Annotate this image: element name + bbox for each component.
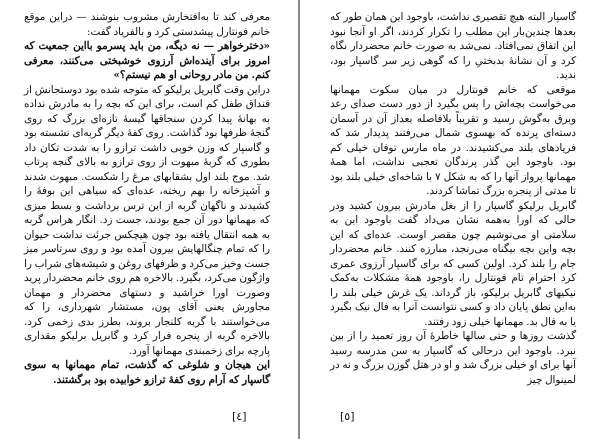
right-page (300, 0, 598, 439)
left-paragraph-4: این هیجان و شلوغی که گذشت، تمام مهمانها به سوی گاسپار که آرام روی کفهٔ ترازو خوابیده بود برگشتند. (24, 359, 270, 386)
right-paragraph-3: گابریل برلیکو گاسپار را از بغل مادرش بیرون کشید ودر حالی که اورا به‌همه نشان می‌داد گفت باوجود این به سلامتی او می‌نوشیم چون مقصر اوست. عده‌ای که این بچه واین بچه بیگناه می‌رنجد، مبارزه کنند. خانم محضردار جام را بلند کرد. اولین کسی که برای گاسپار آرزوی عمری کرد احترام تام فونتارل را، باوجود همهٔ مشکلات به‌کمک نیکیهای گابریل برلیکو، باز گرداند. یک غرش خیلی بلند را به‌این نطق پایان داد و کسی نتوانست آنرا به فال نیک بگیرد یا به فال بد. مهمانها خیلی زود رفتند. (330, 199, 576, 328)
right-paragraph-4: گذشت روزها و حتی سالها خاطرهٔ آن روز تعمید را از بین نبرد. باوجود این درحالی که گاسپار به سن مدرسه رسید آنها برای او خیلی بزرگ شد و او در هتل گوزن بزرگ و نه در لمینوال چیز (330, 330, 576, 386)
left-paragraph-3: دراین وقت گابریل برلیکو که متوجه شده بود دوستجانش از قنداق طفل کم است، برای این که بچه را به مادرش نداده به بهانهٔ پیدا کردن سنجاقها گیسهٔ تازه‌ای بزرگ که روی گنجهٔ ظرفها بود گذاشت. روی کفهٔ دیگر گربه‌ای نشسته بود و گاسپار که وزن خوبی داشت ترازو را به شدت تکان داد بطوری که گربهٔ مبهوت از روی ترازو به بالای گنجه پرتاب شد. موج بلند اول بشقابهای مرغ را شکست. مبهوت شدند و آشپزخانه را بهم ریخته، عده‌ای که سیاهی این بوفهٔ را کشیدند و ناگهان گربه از این ترس برداشت و بسط میزی که مهمانها دور آن جمع بودند، جست زد. انگار هراس گربه به همه انتقال یافته بود چون هیچکس جرئت نداشت حیوان را که تمام چنگالهایش بیرون آمده بود و روی سرتاسر میز جست وخیز می‌کرد و ظرفهای روغن و شیشه‌های شراب را واژگون می‌کرد، بگیرد. بالاخره هم روی خانم محضردار پرید وصورت اورا خراشید و دستهای محضردار و مهمان مجاورش یعنی آقای پون، مستشار شهرداری، را که می‌خواستند با گربه کلنجار بروند، بطرز بدی زخمی کرد. بالاخره گربه از پنجره فرار کرد و گابریل برلیکو مقداری پارچه برای زخمبندی مهمانها آورد. (24, 83, 270, 357)
left-page-number: [٤] (232, 410, 247, 423)
right-paragraph-1: گاسپار البته هیچ تقصیری نداشت، باوجود این همان طور که بعدها چندین‌بار این مطلب را تکرار کردند، اگر او آنجا نبود این اتفاق نمی‌افتاد. نمی‌شد به صورت خانم محضردار نگاه کرد و آن نشانهٔ بدبختیِ را که گوهی زیر سر گاسپار بود، ندید. (330, 11, 576, 81)
left-paragraph-1: معرفی کند تا به‌افتخارش مشروب بنوشند — دراین موقع خانم فونتارل پیشدستی کرد و بالفریاد گفت: (24, 11, 270, 38)
right-page-text (330, 10, 576, 387)
left-paragraph-2: «دخترخواهر — نه دیگه، من باید پسرمو بااین جمعیت که امروز برای آینده‌اش آرزوی خوشبختی می‌کنند، معرفی کنم. من مادر روحانی او هم نیستم؟» (24, 40, 270, 81)
right-paragraph-2: موقعی که خانم فونتارل در میان سکوت مهمانها می‌خواست بچه‌اش را پس بگیرد از دور دست صدای رعد وبرق به‌گوش رسید و تقریباً بلافاصله بعداز آن در آسمان دسته‌ای پرنده که بهسوی شمال می‌رفتند پدیدار شد که فریادهای بلند می‌کشیدند. در ماه مارس توفان خیلی کم بود. باوجود این گذر پرندگان تعجبی نداشت، اما همهٔ مهمانها پرواز آنها را که به شکل ۷ با شاخه‌ای خیلی بلند بود تا مدتی از پنجره بزرگ تماشا کردند. (330, 83, 576, 197)
left-page (0, 0, 298, 439)
right-page-number: [٥] (340, 410, 355, 423)
left-page-text (24, 10, 270, 387)
